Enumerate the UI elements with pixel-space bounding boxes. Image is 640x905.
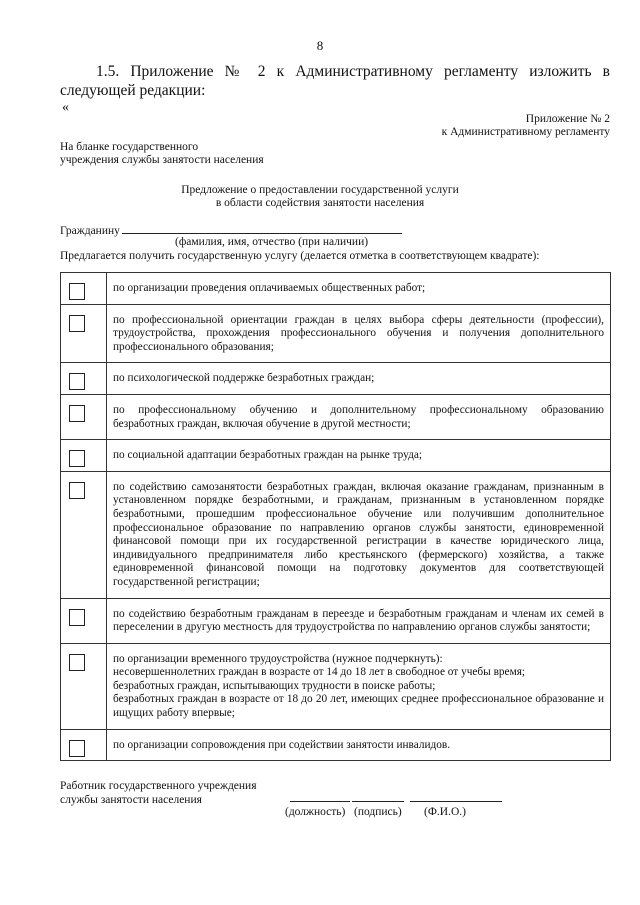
appendix-ref-line1: Приложение № 2 xyxy=(525,113,610,125)
offer-text: Предлагается получить государственную услугу (делается отметка в соответствующем квадрате): xyxy=(60,250,540,262)
intro-paragraph xyxy=(60,62,610,100)
title-line2: в области содействия занятости населения xyxy=(215,197,425,209)
signature-field[interactable] xyxy=(352,792,404,802)
service-checkbox[interactable] xyxy=(69,283,85,300)
service-text: по профессиональной ориентации граждан в целях выбора сферы деятельности (профессии), трудоустройства, прохождения профессионального обучения и получения дополнительного профессионального образования; xyxy=(107,304,611,363)
service-checkbox[interactable] xyxy=(69,609,85,626)
name-caption: (Ф.И.О.) xyxy=(424,806,466,818)
name-field[interactable] xyxy=(410,792,502,802)
service-text: по организации проведения оплачиваемых общественных работ; xyxy=(107,273,611,305)
service-text: по профессиональному обучению и дополнительному профессиональному образованию безработных граждан, включая обучение в другой местности; xyxy=(107,394,611,439)
service-checkbox[interactable] xyxy=(69,482,85,499)
service-text: по организации временного трудоустройства (нужное подчеркнуть): несовершеннолетних граждан в возрасте от 14 до 18 лет в свободное от учебы время; безработных граждан, испытывающих трудности в поиске работы; безработных граждан в возрасте от 18 до 20 лет, имеющих среднее профессиональное образование и ищущих работу впервые; xyxy=(107,643,611,729)
service-row xyxy=(61,363,611,395)
position-caption: (должность) xyxy=(285,806,346,818)
service-checkbox[interactable] xyxy=(69,450,85,467)
services-table xyxy=(60,272,611,761)
service-text: по содействию самозанятости безработных граждан, включая оказание гражданам, признанным в установленном порядке безработными, и гражданам, признанным в установленном порядке безработными, прошедшим профессиональное обучение или получившим дополнительное профессиональное образование по направлению органов службы занятости, единовременной финансовой помощи при их государственной регистрации в качестве юридического лица, индивидуального предпринимателя либо крестьянского (фермерского) хозяйства, а также единовременной финансовой помощи на подготовку документов для соответствующей государственной регистрации; xyxy=(107,471,611,598)
worker-line1: Работник государственного учреждения xyxy=(60,780,257,792)
service-row xyxy=(61,471,611,598)
fio-caption: (фамилия, имя, отчество (при наличии) xyxy=(175,236,369,248)
checkbox-cell xyxy=(61,598,107,643)
service-checkbox[interactable] xyxy=(69,654,85,671)
checkbox-cell xyxy=(61,440,107,472)
checkbox-cell xyxy=(61,471,107,598)
checkbox-cell xyxy=(61,273,107,305)
worker-line2: службы занятости населения xyxy=(60,794,202,806)
signature-caption: (подпись) xyxy=(354,806,402,818)
document-title xyxy=(0,184,640,210)
service-checkbox[interactable] xyxy=(69,373,85,390)
signature-lines xyxy=(0,792,640,802)
citizen-name-field[interactable] xyxy=(122,223,402,234)
letterhead-note xyxy=(60,141,264,167)
letterhead-line2: учреждения службы занятости населения xyxy=(60,154,264,166)
service-row xyxy=(61,729,611,761)
service-text: по организации сопровождения при содействии занятости инвалидов. xyxy=(107,729,611,761)
title-line1: Предложение о предоставлении государственной услуги xyxy=(181,184,459,196)
appendix-ref-line2: к Административному регламенту xyxy=(441,126,610,138)
service-row xyxy=(61,643,611,729)
letterhead-line1: На бланке государственного xyxy=(60,141,199,153)
intro-text: 1.5. Приложение № 2 к Административному регламенту изложить в следующей редакции: xyxy=(60,63,610,99)
checkbox-cell xyxy=(61,363,107,395)
page-number: 8 xyxy=(316,38,324,53)
checkbox-cell xyxy=(61,729,107,761)
service-text: по психологической поддержке безработных граждан; xyxy=(107,363,611,395)
citizen-row xyxy=(60,223,402,237)
checkbox-cell xyxy=(61,394,107,439)
service-row xyxy=(61,394,611,439)
service-checkbox[interactable] xyxy=(69,315,85,332)
open-quote: « xyxy=(62,100,69,115)
citizen-label: Гражданину xyxy=(60,225,120,237)
service-checkbox[interactable] xyxy=(69,405,85,422)
service-row xyxy=(61,598,611,643)
service-row xyxy=(61,304,611,363)
checkbox-cell xyxy=(61,304,107,363)
appendix-reference xyxy=(442,113,610,139)
position-field[interactable] xyxy=(290,792,350,802)
service-row xyxy=(61,273,611,305)
service-checkbox[interactable] xyxy=(69,740,85,757)
service-text: по содействию безработным гражданам в переезде и безработным гражданам и членам их семей в переселении в другую местность для трудоустройства по направлению органов службы занятости; xyxy=(107,598,611,643)
service-text: по социальной адаптации безработных граждан на рынке труда; xyxy=(107,440,611,472)
service-row xyxy=(61,440,611,472)
checkbox-cell xyxy=(61,643,107,729)
